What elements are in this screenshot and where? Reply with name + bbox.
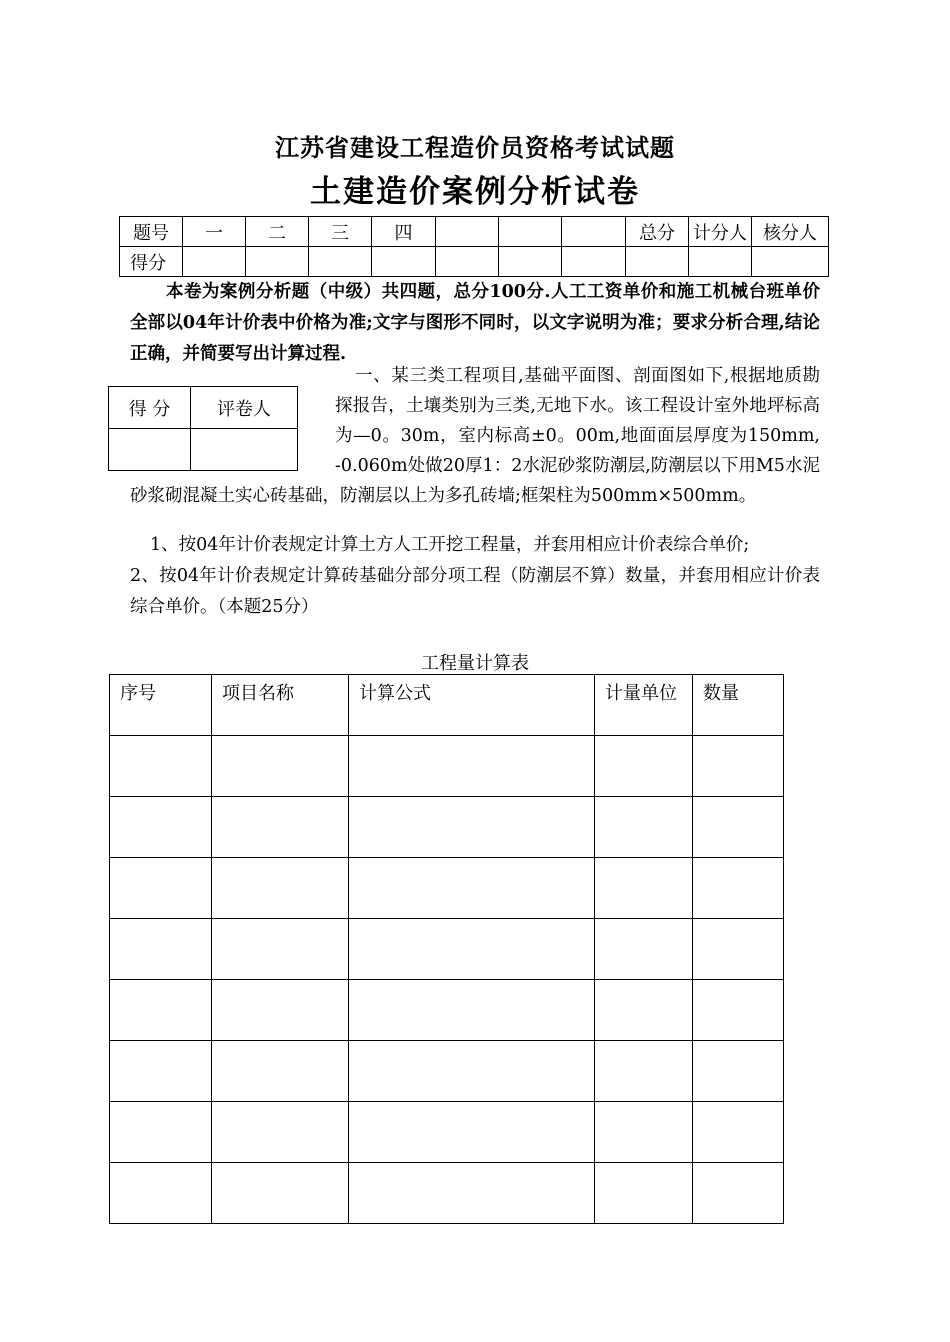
- table-cell[interactable]: [212, 1102, 349, 1163]
- table-cell[interactable]: [212, 980, 349, 1041]
- table-cell[interactable]: [693, 980, 784, 1041]
- table-cell[interactable]: [110, 1041, 212, 1102]
- score-cell-blank: [436, 217, 499, 247]
- score-table: [119, 216, 829, 277]
- table-cell[interactable]: [693, 797, 784, 858]
- table-cell[interactable]: [349, 858, 595, 919]
- table-cell[interactable]: [349, 1102, 595, 1163]
- score-input-cell[interactable]: [436, 247, 499, 277]
- score-input-cell[interactable]: [372, 247, 436, 277]
- col-header-unit: 计量单位: [595, 675, 693, 736]
- table-cell[interactable]: [349, 919, 595, 980]
- table-cell[interactable]: [595, 1163, 693, 1224]
- table-cell[interactable]: [110, 919, 212, 980]
- table-cell[interactable]: [349, 1041, 595, 1102]
- calc-table-caption: 工程量计算表: [421, 653, 529, 674]
- table-row: [110, 1102, 784, 1163]
- table-cell[interactable]: [110, 797, 212, 858]
- table-cell[interactable]: [212, 1041, 349, 1102]
- score-cell-q3: 三: [309, 217, 372, 247]
- table-row: [110, 919, 784, 980]
- question-1-task-1: 1、按04年计价表规定计算土方人工开挖工程量，并套用相应计价表综合单价;: [150, 535, 750, 555]
- table-cell[interactable]: [595, 797, 693, 858]
- table-cell[interactable]: [595, 1102, 693, 1163]
- calc-table-header-row: [110, 675, 784, 736]
- score-input-cell[interactable]: [626, 247, 689, 277]
- table-cell[interactable]: [110, 980, 212, 1041]
- col-header-quantity: 数量: [693, 675, 784, 736]
- table-cell[interactable]: [110, 736, 212, 797]
- table-row: [110, 980, 784, 1041]
- question-1-tasks: [130, 530, 820, 623]
- score-cell-total: 总分: [626, 217, 689, 247]
- instructions: 本卷为案例分析题（中级）共四题，总分100分.人工工资单价和施工机械台班单价全部以04年计价表中价格为准;文字与图形不同时，以文字说明为准；要求分析合理,结论正确，并简要写出计算过程.: [130, 282, 820, 364]
- score-input-cell[interactable]: [752, 247, 829, 277]
- table-cell[interactable]: [212, 919, 349, 980]
- table-cell[interactable]: [693, 1163, 784, 1224]
- col-header-item: 项目名称: [212, 675, 349, 736]
- score-cell-scorer: 计分人: [689, 217, 752, 247]
- score-input-cell[interactable]: [689, 247, 752, 277]
- table-cell[interactable]: [595, 1041, 693, 1102]
- table-cell[interactable]: [212, 736, 349, 797]
- score-input-cell[interactable]: [183, 247, 246, 277]
- table-cell[interactable]: [693, 858, 784, 919]
- table-cell[interactable]: [595, 858, 693, 919]
- table-row: [110, 1163, 784, 1224]
- score-table-header-row: [120, 217, 829, 247]
- score-input-cell[interactable]: [562, 247, 626, 277]
- col-header-formula: 计算公式: [349, 675, 595, 736]
- col-header-no: 序号: [110, 675, 212, 736]
- table-cell[interactable]: [693, 1041, 784, 1102]
- quantity-calculation-table: [109, 674, 784, 1224]
- table-cell[interactable]: [595, 980, 693, 1041]
- table-cell[interactable]: [349, 797, 595, 858]
- score-input-cell[interactable]: [309, 247, 372, 277]
- question-1: [130, 361, 820, 511]
- table-cell[interactable]: [349, 980, 595, 1041]
- table-cell[interactable]: [110, 858, 212, 919]
- score-cell-blank: [562, 217, 626, 247]
- table-cell[interactable]: [212, 858, 349, 919]
- question-1-task-2: 2、按04年计价表规定计算砖基础分部分项工程（防潮层不算）数量，并套用相应计价表综合单价。（本题25分）: [130, 566, 820, 617]
- table-cell[interactable]: [349, 1163, 595, 1224]
- paper-title: 土建造价案例分析试卷: [310, 174, 640, 210]
- score-cell-q1: 一: [183, 217, 246, 247]
- score-row-label: 得分: [120, 247, 183, 277]
- table-cell[interactable]: [595, 919, 693, 980]
- table-cell[interactable]: [110, 1163, 212, 1224]
- grader-name-label: 评卷人: [191, 387, 298, 429]
- score-cell-q4: 四: [372, 217, 436, 247]
- score-cell-q2: 二: [246, 217, 309, 247]
- score-table-score-row: [120, 247, 829, 277]
- table-cell[interactable]: [595, 736, 693, 797]
- table-cell[interactable]: [349, 736, 595, 797]
- score-input-cell[interactable]: [499, 247, 562, 277]
- table-row: [110, 797, 784, 858]
- question-1-text: 一、某三类工程项目,基础平面图、剖面图如下,根据地质勘探报告，土壤类别为三类,无地下水。该工程设计室外地坪标高为—0。30m，室内标高±0。00m,地面面层厚度为150mm, -0.060m处做20厚1：2水泥砂浆防潮层,防潮层以下用M5水泥砂浆砌混凝土实心砖基础，防潮层以上为多孔砖墙;框架柱为500mm×500mm。: [130, 366, 820, 506]
- table-row: [110, 736, 784, 797]
- table-cell[interactable]: [212, 797, 349, 858]
- table-cell[interactable]: [110, 1102, 212, 1163]
- table-cell[interactable]: [693, 1102, 784, 1163]
- table-cell[interactable]: [212, 1163, 349, 1224]
- score-cell-blank: [499, 217, 562, 247]
- score-cell-label: 题号: [120, 217, 183, 247]
- exam-title: 江苏省建设工程造价员资格考试试题: [275, 133, 675, 162]
- table-cell[interactable]: [693, 736, 784, 797]
- grader-box-space: [130, 361, 335, 473]
- score-cell-checker: 核分人: [752, 217, 829, 247]
- table-cell[interactable]: [693, 919, 784, 980]
- grader-score-label: 得 分: [109, 387, 191, 429]
- table-row: [110, 1041, 784, 1102]
- score-input-cell[interactable]: [246, 247, 309, 277]
- table-row: [110, 858, 784, 919]
